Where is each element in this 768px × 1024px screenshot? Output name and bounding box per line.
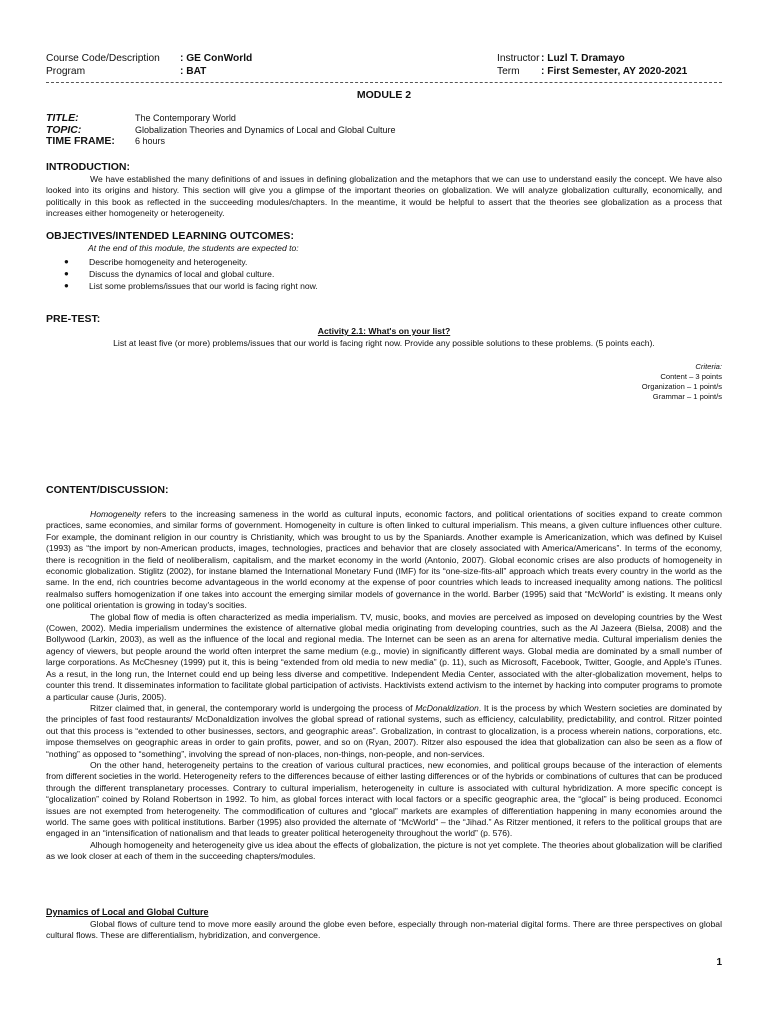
content-paragraph-3: Ritzer claimed that, in general, the contemporary world is undergoing the process of McDonaldization. It is the process by which Western societies are dominated by the principles of fast food restaurants/ McDonaldization involves the global spread of rational systems, such as efficiency, calculability, predictability, and control. Ritzer pointed out that this process is “extended to other businesses, sectors, and geographic areas”. Grobalization, in contrast to glocalization, is a process wherein nations, corporations, etc. impose themselves on geographic areas in order to gain profits, power, and so on (Ryan, 2007). Ritzer also espoused the idea that globalization can also be seen as a flow of “nothing” as opposed to “something”, involving the spread of non-places, non-things, non-people, and non-services. <box>46 702 722 759</box>
module-title: MODULE 2 <box>356 89 412 101</box>
course-value: : GE ConWorld <box>180 53 253 64</box>
content-paragraph-2: The global flow of media is often characterized as media imperialism. TV, music, books, and movies are perceived as imposed on developing countries by the West (Cowen, 2002). Media imperialism undermines the existence of alternative global media originating from developing countries, such as the Al Jazeera (Bielsa, 2008) and the Bollywood (Larkin, 2003), as well as the influence of the local and regional media. The Internet can be seen as an arena for alternative media. Cultural imperialism denies the agency of viewers, but people around the world often interpret the same medium (e.g., movie) in significantly different ways. Global media are dominated by a small number of large corporations. As McChesney (1999) put it, this is being “extended from old media to new media” (p. 11), such as Microsoft, Facebook, Twitter, Google, and Apple's iTunes. As a resut, in the long run, the Internet could end up being less diverse and competitive. Independent Media Center, associated with the alter-globalization movement, helps to counter this trend. It disseminates information to facilitate global participation of activists. Hacktivists extend activism to the internet by hacking into computer programs to promote a particular cause (Juris, 2005). <box>46 611 722 702</box>
header-divider <box>46 82 722 83</box>
document-page <box>46 0 722 1024</box>
pretest-heading: PRE-TEST: <box>46 313 101 325</box>
introduction-text <box>46 174 722 220</box>
criteria-item: Organization – 1 point/s <box>641 382 722 391</box>
list-item: ● Describe homogeneity and heterogeneity. <box>64 257 248 267</box>
timeframe-value: 6 hours <box>135 136 166 146</box>
homogeneity-term: Homogeneity <box>90 509 141 519</box>
introduction-heading: INTRODUCTION: <box>46 161 130 173</box>
list-item: ● List some problems/issues that our world is facing right now. <box>64 281 318 291</box>
activity-instructions: List at least five (or more) problems/issues that our world is facing right now. Provide any possible solutions to these problems. (5 points each). <box>113 338 655 348</box>
topic-value: Globalization Theories and Dynamics of Local and Global Culture <box>135 124 396 135</box>
dynamics-body <box>46 919 722 942</box>
criteria-box <box>642 362 722 402</box>
program-label: Program <box>46 66 86 77</box>
header-left <box>46 52 252 78</box>
header-right <box>497 52 687 78</box>
objectives-list <box>64 256 318 292</box>
criteria-heading: Criteria: <box>695 362 722 371</box>
timeframe-label: TIME FRAME: <box>46 135 115 147</box>
instructor-label: Instructor <box>497 53 540 64</box>
title-label: TITLE: <box>46 112 79 124</box>
bullet-icon: ● <box>64 281 69 290</box>
introduction-paragraph: We have established the many definitions of and issues in defining globalization and the metaphors that we can use to understand easily the concept. We have also looked into its origins and history. This section will give you a glimpse of the important theories on globalization. We will analyze globalization culturally, economically, and politically in this book as reflected in the succeeding modules/chapters. In the meantime, it would be helpful to assert that the theories see globalization as a process that increases either homogeneity or heterogeneity. <box>46 174 722 219</box>
criteria-item: Content – 3 points <box>660 372 722 381</box>
content-paragraph-1: Homogeneity refers to the increasing sameness in the world as cultural inputs, economic factors, and political orientations of socities expand to create common practices, same economies, and similar forms of government. Homogeneity in culture is often linked to cultural imperialism. This means, a given culture influences other culture. For example, the dominant religion in our country is Christianity, which was brought to us by the Spaniards. Another example is Americanization, which was defined by Kuisel (1993) as “the import by non-American products, images, technologies, practices and behavior that are closely associated with America/Americans”. In terms of the economy, there is recognition in the field of neoliberalism, capitalism, and the market economy in the world (Antonio, 2007). Global economic crises are also products of homogeneity in economic globalization. Stiglitz (2002), for instane blamed the International Monetary Fund (IMF) for its “one-size-fits-all” approach which treats every country in the world as the same. In the end, rich countries become advantageous in the world economy at the expense of poor countries which leads to increased inequality among nations. The politicsl realmalso suffers homogenization if one takes into account the emerging similar models of governance in the world. Barber (1995) said that “McWorld” is existing. It means only one political orientation is growing in today's socities. <box>46 509 722 611</box>
module-meta <box>46 113 395 148</box>
term-value: : First Semester, AY 2020-2021 <box>541 66 688 77</box>
list-item: ● Discuss the dynamics of local and global culture. <box>64 269 275 279</box>
topic-label: TOPIC: <box>46 123 82 136</box>
activity-title: Activity 2.1: What's on your list? <box>317 326 451 336</box>
program-value: : BAT <box>180 66 207 77</box>
mcdonaldization-term: McDonaldization <box>415 702 479 713</box>
objectives-heading: OBJECTIVES/INTENDED LEARNING OUTCOMES: <box>46 230 294 242</box>
bullet-icon: ● <box>64 269 69 278</box>
criteria-item: Grammar – 1 point/s <box>652 392 722 401</box>
objectives-intro: At the end of this module, the students are expected to: <box>88 243 299 253</box>
content-paragraph-5: Alhough homogeneity and heterogeneity give us idea about the effects of globalization, the picture is not yet complete. The theories about globalization will be clarified as we look closer at each of them in the succeeding chapters/modules. <box>46 839 722 862</box>
content-body <box>46 509 722 863</box>
content-paragraph-6: Global flows of culture tend to move more easily around the globe even before, especially through non-material digital forms. There are three perspectives on global cultural flows. These are differentialism, hybridization, and convergence. <box>46 919 722 941</box>
title-value: The Contemporary World <box>135 113 236 123</box>
bullet-icon: ● <box>64 257 69 266</box>
page-number: 1 <box>716 957 722 968</box>
dynamics-subheading: Dynamics of Local and Global Culture <box>46 907 209 917</box>
content-paragraph-4: On the other hand, heterogeneity pertains to the creation of various cultural practices, new economies, and political groups because of the interaction of elements from different societies in the world. Heterogeneity refers to the differences because of either lasting differences or of the hybrids or combinations of cultures that can be produced through the different transplanetary processes. Contrary to cultural imperialism, heterogeneity in culture is associated with cultural hybridization. A more specific concept is “glocalization” coined by Roland Robertson in 1992. To him, as global forces interact with local factors or a specific geographic area, the “glocal” is being produced. Economci issues are not exempted from heterogeneity. The commodification of cultures and “glocal” markets are examples of differentiation happening in many economies around the world. The same goes with political institutions. Barber (1995) also provided the alternate of “McWorld” – the “Jihad.” As Ritzer mentioned, it refers to the political groups that are engaged in an “intensification of nationalism and that leads to greater political heterogeneity throughout the world” (p. 576). <box>46 759 722 839</box>
content-heading: CONTENT/DISCUSSION: <box>46 484 169 496</box>
instructor-value: : Luzl T. Dramayo <box>541 53 625 64</box>
term-label: Term <box>497 66 520 77</box>
course-label: Course Code/Description <box>46 53 160 64</box>
